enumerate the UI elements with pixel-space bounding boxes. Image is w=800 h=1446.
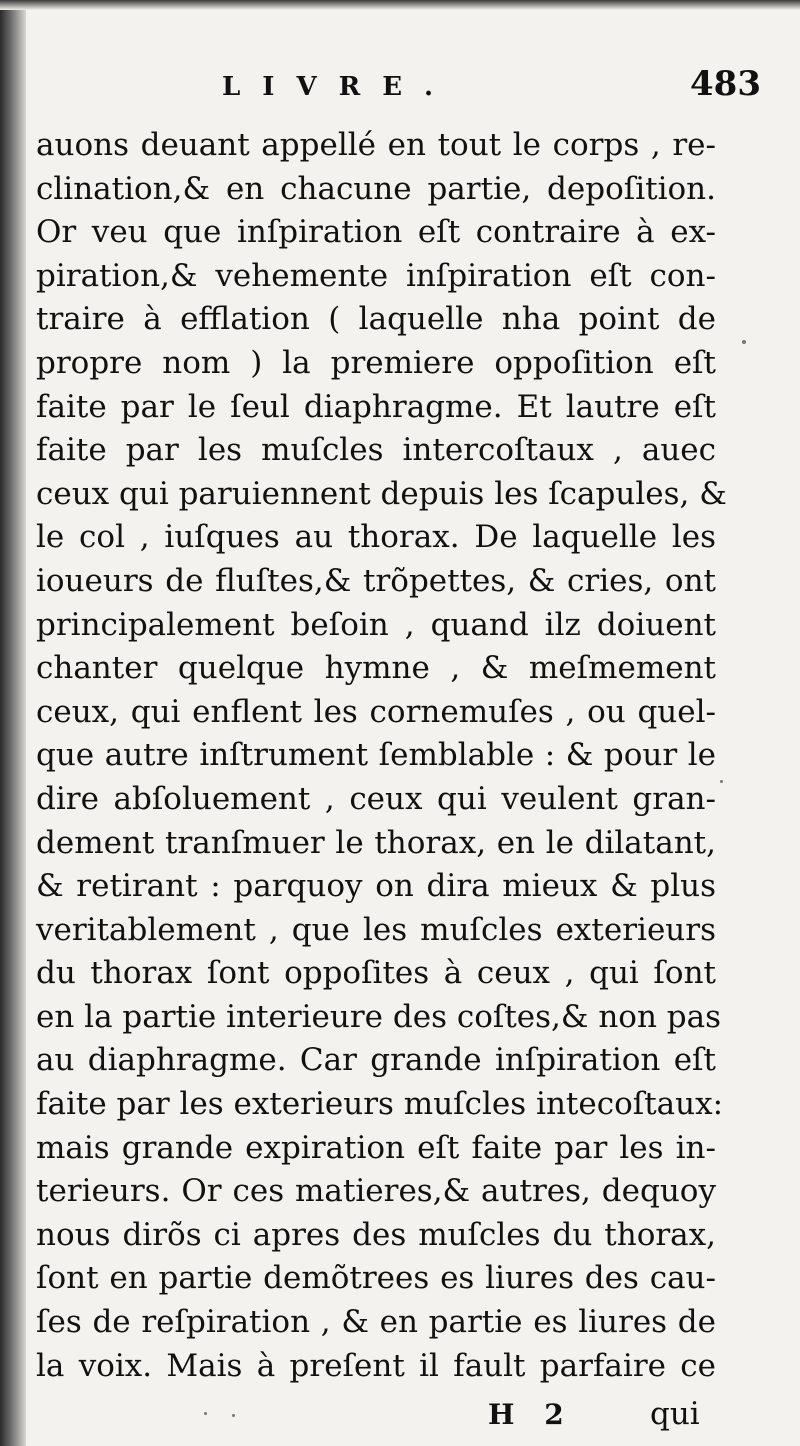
page-top-edge — [0, 0, 800, 10]
text-line: du thorax ſont oppoſites à ceux , qui ſont — [36, 955, 716, 992]
text-line: au diaphragme. Car grande inſpiration eſt — [36, 1042, 716, 1079]
text-line: clination,& en chacune partie, depoſition. — [36, 170, 716, 207]
text-line: veritablement , que les muſcles exterieurs — [36, 911, 716, 948]
page-number: 483 — [690, 64, 761, 104]
text-line: terieurs. Or ces matieres,& autres, dequoy — [36, 1173, 716, 1210]
text-line: principalement beſoin , quand ilz doiuent — [36, 606, 716, 643]
text-line: dire abſoluement , ceux qui veulent gran- — [36, 780, 716, 817]
text-line: la voix. Mais à preſent il fault parfaire ce — [36, 1347, 716, 1384]
running-head — [0, 64, 800, 114]
text-line: & retirant : parquoy on dira mieux & plus — [36, 868, 716, 905]
ink-speck — [232, 1414, 235, 1417]
text-line: ceux, qui enflent les cornemuſes , ou quel- — [36, 693, 716, 730]
ink-speck — [742, 340, 746, 344]
text-line: ceux qui paruiennent depuis les ſcapules, & — [36, 475, 727, 512]
text-line: piration,& vehemente inſpiration eſt con- — [36, 257, 716, 294]
text-line: le col , iuſques au thorax. De laquelle les — [36, 519, 716, 556]
text-line: en la partie interieure des coſtes,& non pas — [36, 998, 722, 1035]
ink-speck — [204, 1412, 207, 1415]
text-line: propre nom ) la premiere oppoſition eſt — [36, 344, 716, 381]
ink-speck — [720, 780, 723, 783]
text-line: faite par les muſcles intercoſtaux , auec — [36, 432, 716, 469]
text-line: ſes de reſpiration , & en partie es liures de — [36, 1304, 716, 1341]
text-line: ſont en partie demõtrees es liures des cau- — [36, 1260, 716, 1297]
signature-mark: H 2 — [488, 1398, 574, 1431]
text-line: nous dirõs ci apres des muſcles du thorax, — [36, 1216, 716, 1253]
catchword: qui — [650, 1396, 700, 1432]
text-line: dement tranſmuer le thorax, en le dilatant, — [36, 824, 716, 861]
page-gutter-shadow — [0, 0, 26, 1446]
text-line: Or veu que inſpiration eſt contraire à ex- — [36, 214, 716, 251]
text-line: ioueurs de fluſtes,& trõpettes, & cries, ont — [36, 562, 716, 599]
text-line: que autre inſtrument ſemblable : & pour le — [36, 737, 716, 774]
text-line: auons deuant appellé en tout le corps , re- — [36, 127, 716, 163]
text-line: chanter quelque hymne , & meſmement — [36, 650, 716, 687]
body-text — [36, 124, 727, 1388]
running-head-title: LIVRE. — [222, 72, 456, 102]
text-line: mais grande expiration eſt faite par les in- — [36, 1129, 716, 1166]
text-line: faite par le ſeul diaphragme. Et lautre eſt — [36, 388, 716, 425]
text-line: traire à efflation ( laquelle nha point de — [36, 301, 716, 338]
text-line: faite par les exterieurs muſcles intecoſtaux: — [36, 1086, 724, 1123]
